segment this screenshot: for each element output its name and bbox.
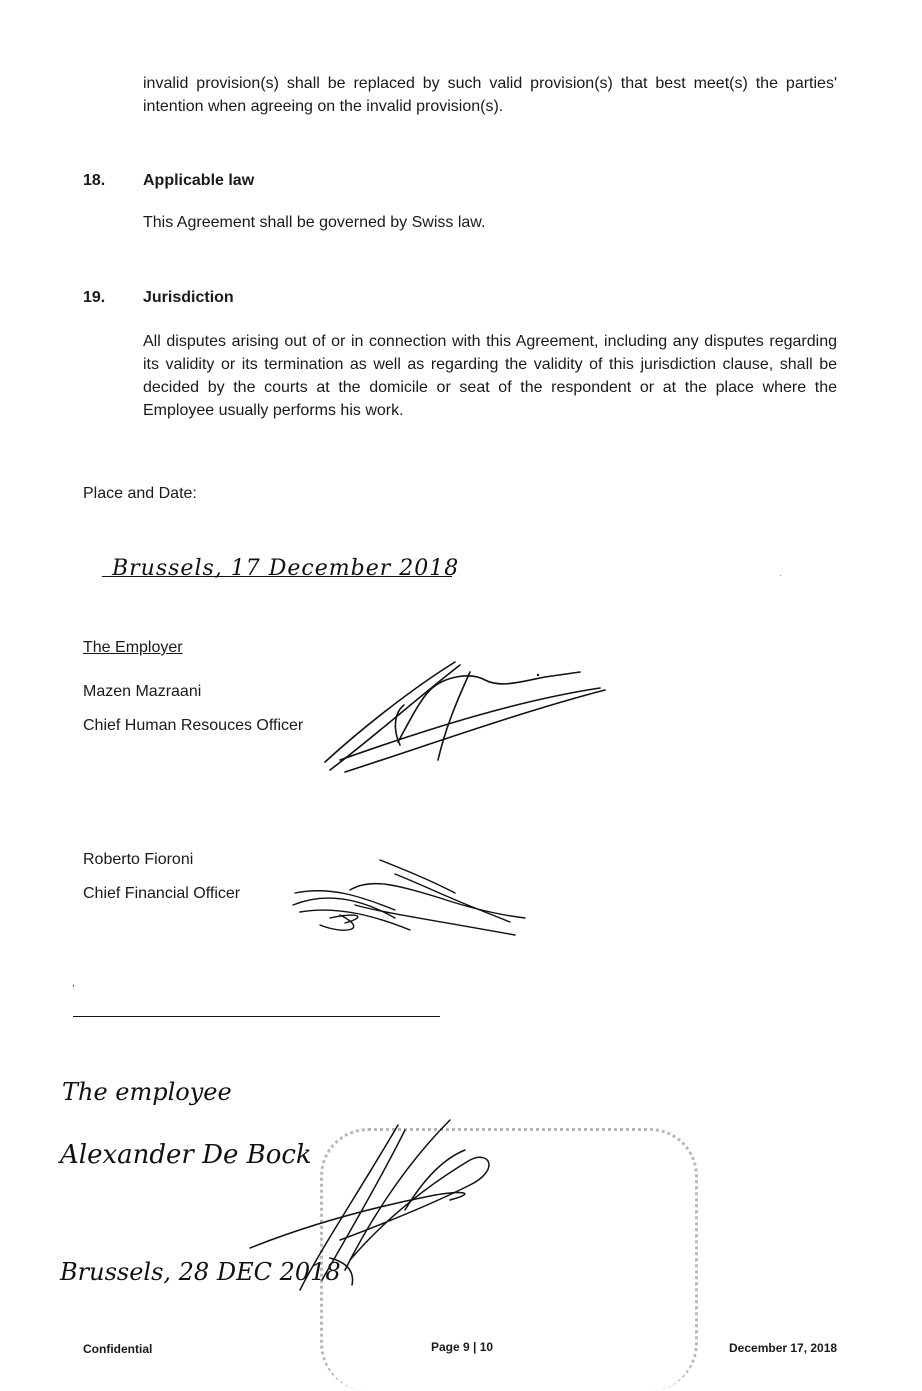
section-18-title: Applicable law: [143, 172, 255, 189]
signatory-1-name: Mazen Mazraani: [83, 683, 202, 700]
handwritten-place-date: Brussels, 17 December 2018: [112, 556, 460, 581]
employee-heading-handwritten: The employee: [62, 1078, 232, 1106]
section-19-title: Jurisdiction: [143, 289, 234, 306]
footer-confidential: Confidential: [83, 1342, 153, 1356]
employee-name-handwritten: Alexander De Bock: [60, 1140, 312, 1170]
footer-page-number: Page 9 | 10: [431, 1340, 494, 1354]
section-18-number: 18.: [83, 172, 106, 189]
signatory-2-name: Roberto Fioroni: [83, 851, 194, 868]
stray-mark: ·: [779, 570, 783, 581]
footer-date: December 17, 2018: [729, 1341, 838, 1355]
place-date-label: Place and Date:: [83, 485, 197, 502]
signatory-1-title: Chief Human Resouces Officer: [83, 717, 304, 734]
intro-paragraph: invalid provision(s) shall be replaced by such valid provision(s) that best meet(s) the parties' intention when agreeing on the invalid provision(s).: [143, 75, 837, 115]
section-19-number: 19.: [83, 289, 106, 306]
section-19-body: All disputes arising out of or in connection with this Agreement, including any disputes regarding its validity or its termination as well as regarding the validity of this jurisdiction clause, shall be decided by the courts at the domicile or seat of the respondent or at the place where the Employee usually performs his work.: [143, 333, 837, 419]
employee-place-date-handwritten: Brussels, 28 DEC 2018: [60, 1258, 341, 1286]
stray-mark-2: ,: [72, 978, 75, 989]
section-18-body: This Agreement shall be governed by Swiss law.: [143, 214, 486, 231]
employer-heading: The Employer: [83, 639, 183, 656]
signatory-2-title: Chief Financial Officer: [83, 885, 241, 902]
